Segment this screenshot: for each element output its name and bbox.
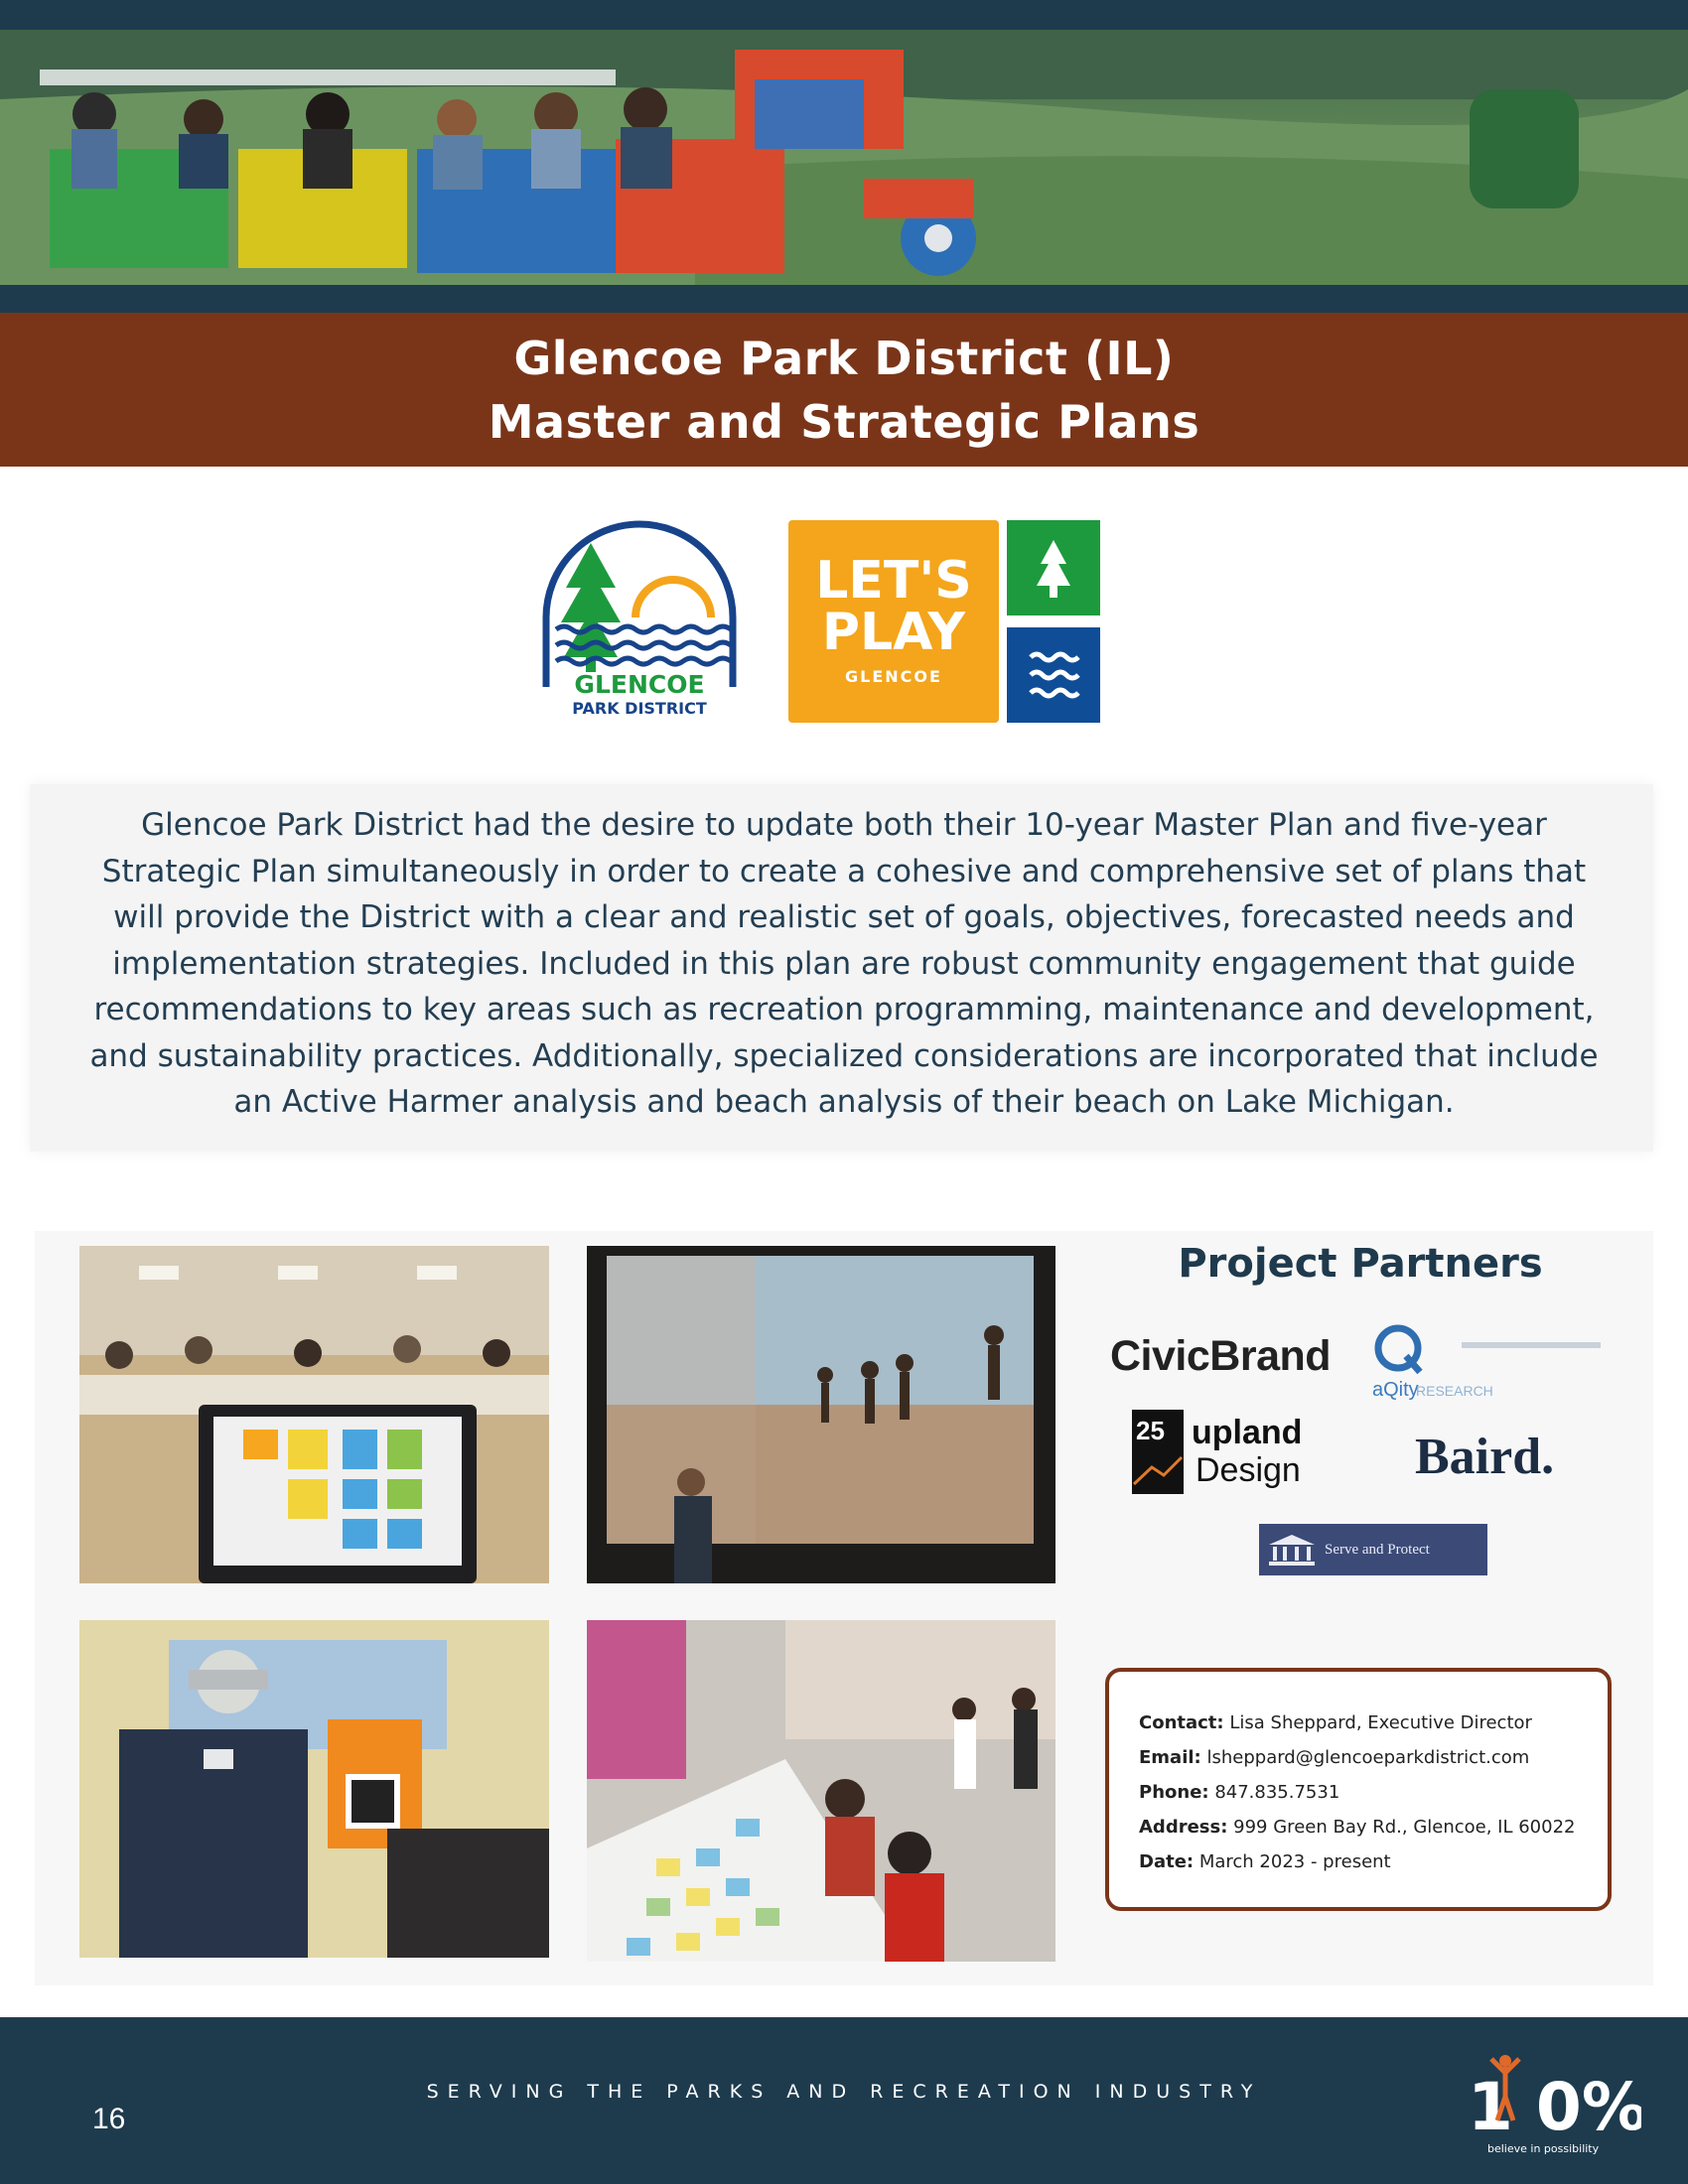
upland-word: upland <box>1192 1414 1303 1451</box>
address-line: Address: 999 Green Bay Rd., Glencoe, IL 60022 <box>1139 1817 1576 1838</box>
building-icon <box>1267 1533 1317 1567</box>
page-title-line1: Glencoe Park District (IL) <box>513 331 1175 385</box>
hero-divider <box>0 285 1688 313</box>
photo-meeting-room-laptop <box>79 1246 549 1583</box>
play-text: PLAY <box>821 603 966 662</box>
date-line: Date: March 2023 - present <box>1139 1851 1391 1872</box>
contact-line: Contact: Lisa Sheppard, Executive Director <box>1139 1712 1532 1733</box>
park-district-logo-text: PARK DISTRICT <box>572 699 707 718</box>
aqity-research-logo <box>1372 1320 1611 1400</box>
serve-and-protect-text: Serve and Protect <box>1325 1541 1430 1558</box>
email-line: Email: lsheppard@glencoeparkdistrict.com <box>1139 1747 1530 1768</box>
top-bar <box>0 0 1688 30</box>
upland-design-logo <box>1132 1410 1350 1499</box>
runner-icon <box>1499 2055 1511 2067</box>
aqity-text: aQity <box>1372 1379 1419 1400</box>
110-percent-logo <box>1468 2055 1641 2159</box>
serve-and-protect-logo <box>1259 1524 1487 1575</box>
page-number: 16 <box>92 2103 126 2135</box>
title-band <box>0 313 1688 467</box>
photo-presentation-screen <box>587 1246 1055 1583</box>
baird-logo: Baird. <box>1415 1429 1555 1485</box>
glencoe-logo-text: GLENCOE <box>574 670 705 699</box>
upland-design-word: Design <box>1196 1451 1301 1489</box>
footer-tagline: SERVING THE PARKS AND RECREATION INDUSTRY <box>426 2081 1262 2103</box>
project-partners-heading: Project Partners <box>1178 1241 1543 1287</box>
photo-sticky-notes-table <box>587 1620 1055 1962</box>
110-logo-text: 1 0% <box>1468 2069 1641 2145</box>
page-title-line2: Master and Strategic Plans <box>488 394 1200 449</box>
110-logo-tagline: believe in possibility <box>1487 2142 1600 2155</box>
glencoe-small-text: GLENCOE <box>845 667 942 686</box>
civicbrand-logo: CivicBrand <box>1110 1332 1332 1380</box>
contact-card <box>1105 1668 1612 1911</box>
project-description: Glencoe Park District had the desire to update both their 10-year Master Plan and five-year Strategic Plan simultaneously in order to create a cohesive and comprehensive set of plans that will provide the District with a clear and realistic set of goals, objectives, forecasted needs and implementation strategies. Included in this plan are robust community engagement that guide recommendations to key areas such as recreation programming, maintenance and development, and sustainability practices. Additionally, specialized considerations are incorporated that include an Active Harmer analysis and beach analysis of their beach on Lake Michigan. <box>89 807 1599 1120</box>
upland-number: 25 <box>1136 1416 1165 1445</box>
hero-photo-train <box>0 30 1688 285</box>
email-link[interactable]: lsheppard@glencoeparkdistrict.com <box>1206 1747 1530 1768</box>
lets-play-glencoe-logo <box>788 520 1100 723</box>
aqity-research-text: RESEARCH <box>1416 1383 1493 1399</box>
photo-qr-code-survey <box>79 1620 549 1958</box>
glencoe-park-district-logo <box>536 518 743 722</box>
phone-line: Phone: 847.835.7531 <box>1139 1782 1340 1803</box>
lets-text: LET'S <box>815 551 972 611</box>
